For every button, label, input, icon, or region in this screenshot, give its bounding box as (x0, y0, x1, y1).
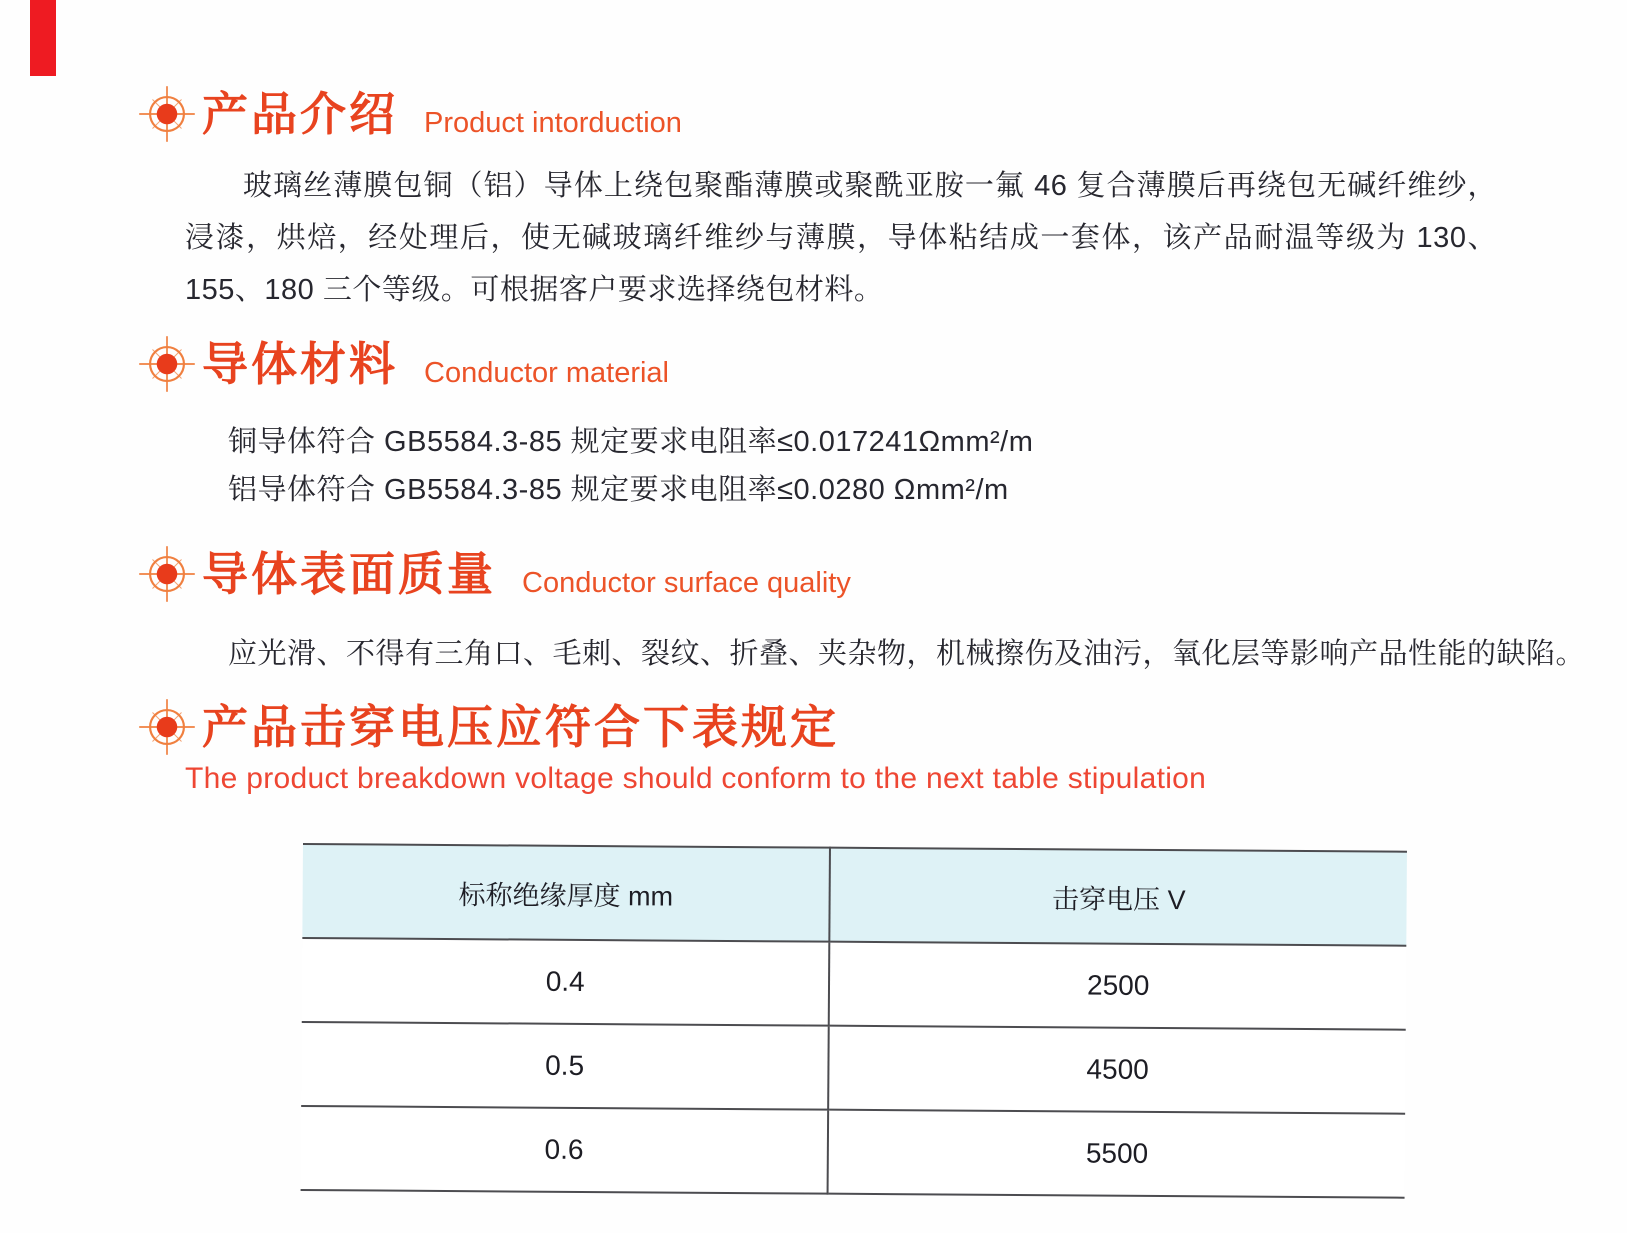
target-crosshair-icon (138, 335, 196, 393)
table-cell-thickness: 0.4 (302, 938, 830, 1026)
table-cell-thickness: 0.5 (301, 1022, 829, 1110)
section-title-zh: 导体表面质量 (202, 548, 496, 600)
table-row (301, 1022, 1406, 1114)
section-header-surface-quality (138, 545, 851, 603)
target-crosshair-icon (138, 698, 196, 756)
section-header-conductor-material (138, 335, 669, 393)
table-header-thickness: 标称绝缘厚度 mm (302, 844, 830, 942)
intro-paragraph: 玻璃丝薄膜包铜（铝）导体上绕包聚酯薄膜或聚酰亚胺一氟 46 复合薄膜后再绕包无碱纤维纱，浸漆，烘焙，经处理后，使无碱玻璃纤维纱与薄膜，导体粘结成一套体，该产品耐温等级为 130、155、180 三个等级。可根据客户要求选择绕包材料。 (185, 170, 1497, 306)
table-header-voltage: 击穿电压 V (830, 848, 1407, 946)
target-crosshair-icon (138, 85, 196, 143)
section-title-en: Conductor surface quality (522, 566, 851, 599)
aluminium-resistivity-line: 铝导体符合 GB5584.3-85 规定要求电阻率≤0.0280 Ωmm²/m (228, 474, 1009, 506)
table-cell-voltage: 5500 (828, 1110, 1405, 1198)
section-title-zh: 导体材料 (202, 338, 398, 390)
print-edge-mark (30, 0, 56, 76)
table-cell-voltage: 2500 (829, 942, 1406, 1030)
table-row (301, 1106, 1406, 1198)
target-crosshair-icon (138, 545, 196, 603)
section-title-zh: 产品击穿电压应符合下表规定 (202, 701, 839, 753)
table-cell-thickness: 0.6 (301, 1106, 829, 1194)
surface-quality-line: 应光滑、不得有三角口、毛刺、裂纹、折叠、夹杂物，机械擦伤及油污，氧化层等影响产品性能的缺陷。 (228, 638, 1586, 670)
table-header-row (302, 844, 1407, 946)
breakdown-voltage-subtitle-en: The product breakdown voltage should conform to the next table stipulation (185, 762, 1207, 795)
section-title-en: Conductor material (424, 356, 669, 389)
copper-resistivity-line: 铜导体符合 GB5584.3-85 规定要求电阻率≤0.017241Ωmm²/m (228, 426, 1034, 458)
section-title-en: Product intorduction (424, 106, 682, 139)
breakdown-voltage-table (301, 843, 1407, 1199)
table-row (302, 938, 1407, 1030)
section-title-zh: 产品介绍 (202, 88, 398, 140)
table-cell-voltage: 4500 (829, 1026, 1406, 1114)
section-header-breakdown-voltage (138, 698, 839, 756)
section-header-product-introduction (138, 85, 682, 143)
